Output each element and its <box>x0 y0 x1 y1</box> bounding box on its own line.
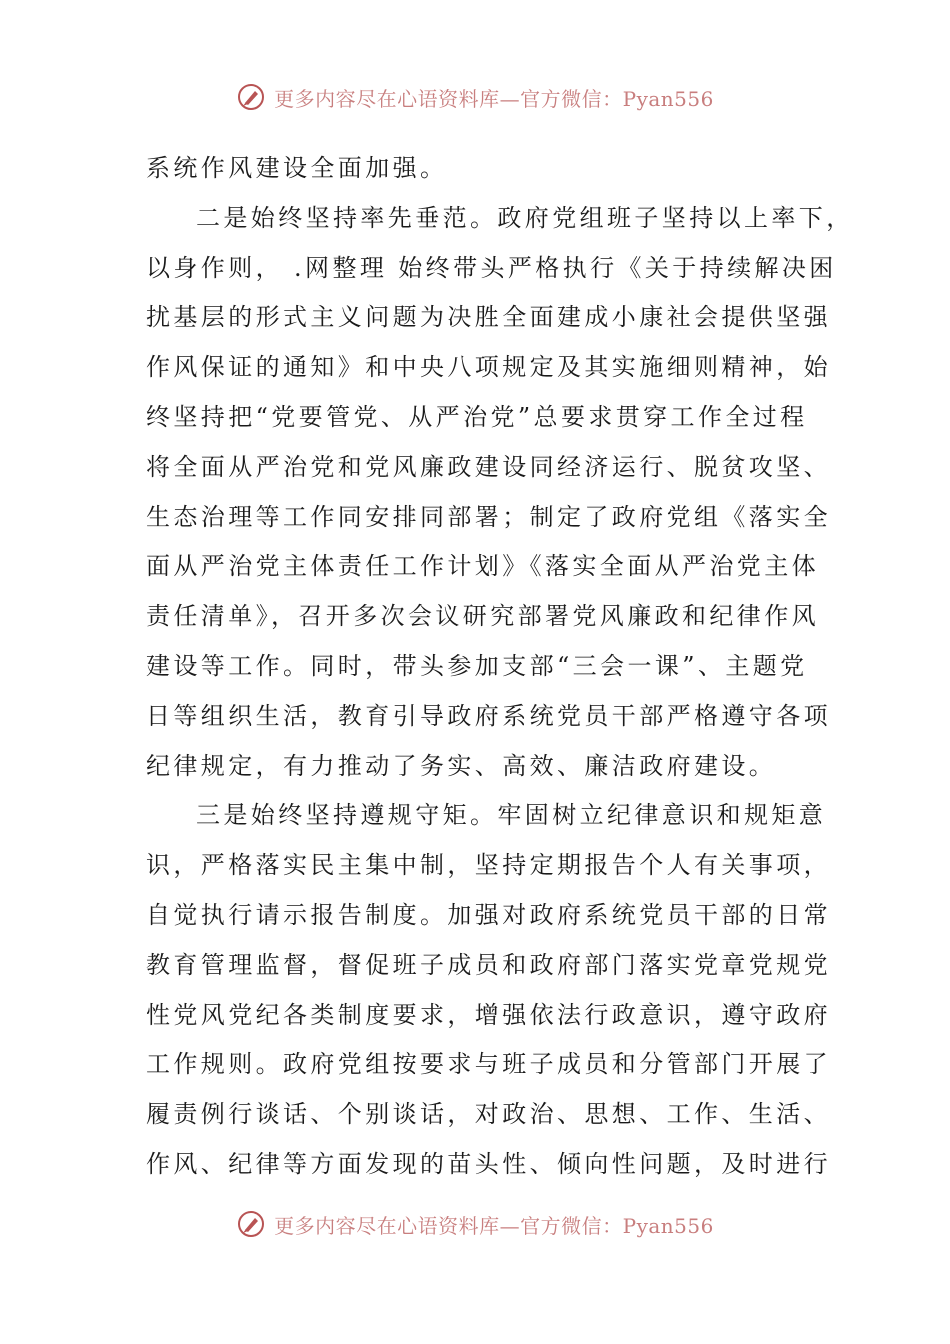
text-line: 纪律规定，有力推动了务实、高效、廉洁政府建设。 <box>146 751 777 780</box>
text-line: 终坚持把“党要管党、从严治党”总要求贯穿工作全过程 <box>146 402 808 431</box>
pen-nib-logo-icon <box>236 1209 266 1239</box>
text-line: 生态治理等工作同安排同部署；制定了政府党组《落实全 <box>146 502 831 531</box>
text-line: 履责例行谈话、个别谈话，对政治、思想、工作、生活、 <box>146 1100 831 1129</box>
text-line: 性党风党纪各类制度要求，增强依法行政意识，遵守政府 <box>146 1000 831 1029</box>
text-line: 日等组织生活，教育引导政府系统党员干部严格遵守各项 <box>146 701 831 730</box>
paragraph-start-line: 二是始终坚持率先垂范。政府党组班子坚持以上率下， <box>196 203 854 232</box>
text-line: 工作规则。政府党组按要求与班子成员和分管部门开展了 <box>146 1050 831 1079</box>
watermark-text: 更多内容尽在心语资料库—官方微信：Pyan556 <box>274 86 714 111</box>
text-line: 将全面从严治党和党风廉政建设同经济运行、脱贫攻坚、 <box>146 452 831 481</box>
header-watermark <box>0 82 950 112</box>
text-line: 作风保证的通知》和中央八项规定及其实施细则精神，始 <box>146 353 831 382</box>
text-line: 作风、纪律等方面发现的苗头性、倾向性问题，及时进行 <box>146 1149 831 1178</box>
pen-nib-logo-icon <box>236 82 266 112</box>
text-line: 扰基层的形式主义问题为决胜全面建成小康社会提供坚强 <box>146 303 831 332</box>
text-line: 以身作则， .网整理 始终带头严格执行《关于持续解决困 <box>146 253 837 282</box>
text-line: 系统作风建设全面加强。 <box>146 154 448 182</box>
text-line: 责任清单》，召开多次会议研究部署党风廉政和纪律作风 <box>146 602 819 631</box>
footer-watermark <box>0 1209 950 1239</box>
text-line: 自觉执行请示报告制度。加强对政府系统党员干部的日常 <box>146 900 831 929</box>
watermark-text: 更多内容尽在心语资料库—官方微信：Pyan556 <box>274 1213 714 1238</box>
document-body <box>146 144 854 1190</box>
paragraph-start-line: 三是始终坚持遵规守矩。牢固树立纪律意识和规矩意 <box>196 801 827 830</box>
text-line: 识，严格落实民主集中制，坚持定期报告个人有关事项， <box>146 851 831 880</box>
text-line: 教育管理监督，督促班子成员和政府部门落实党章党规党 <box>146 950 831 979</box>
text-line: 建设等工作。同时，带头参加支部“三会一课”、主题党 <box>146 651 808 680</box>
text-line: 面从严治党主体责任工作计划》《落实全面从严治党主体 <box>146 552 819 581</box>
